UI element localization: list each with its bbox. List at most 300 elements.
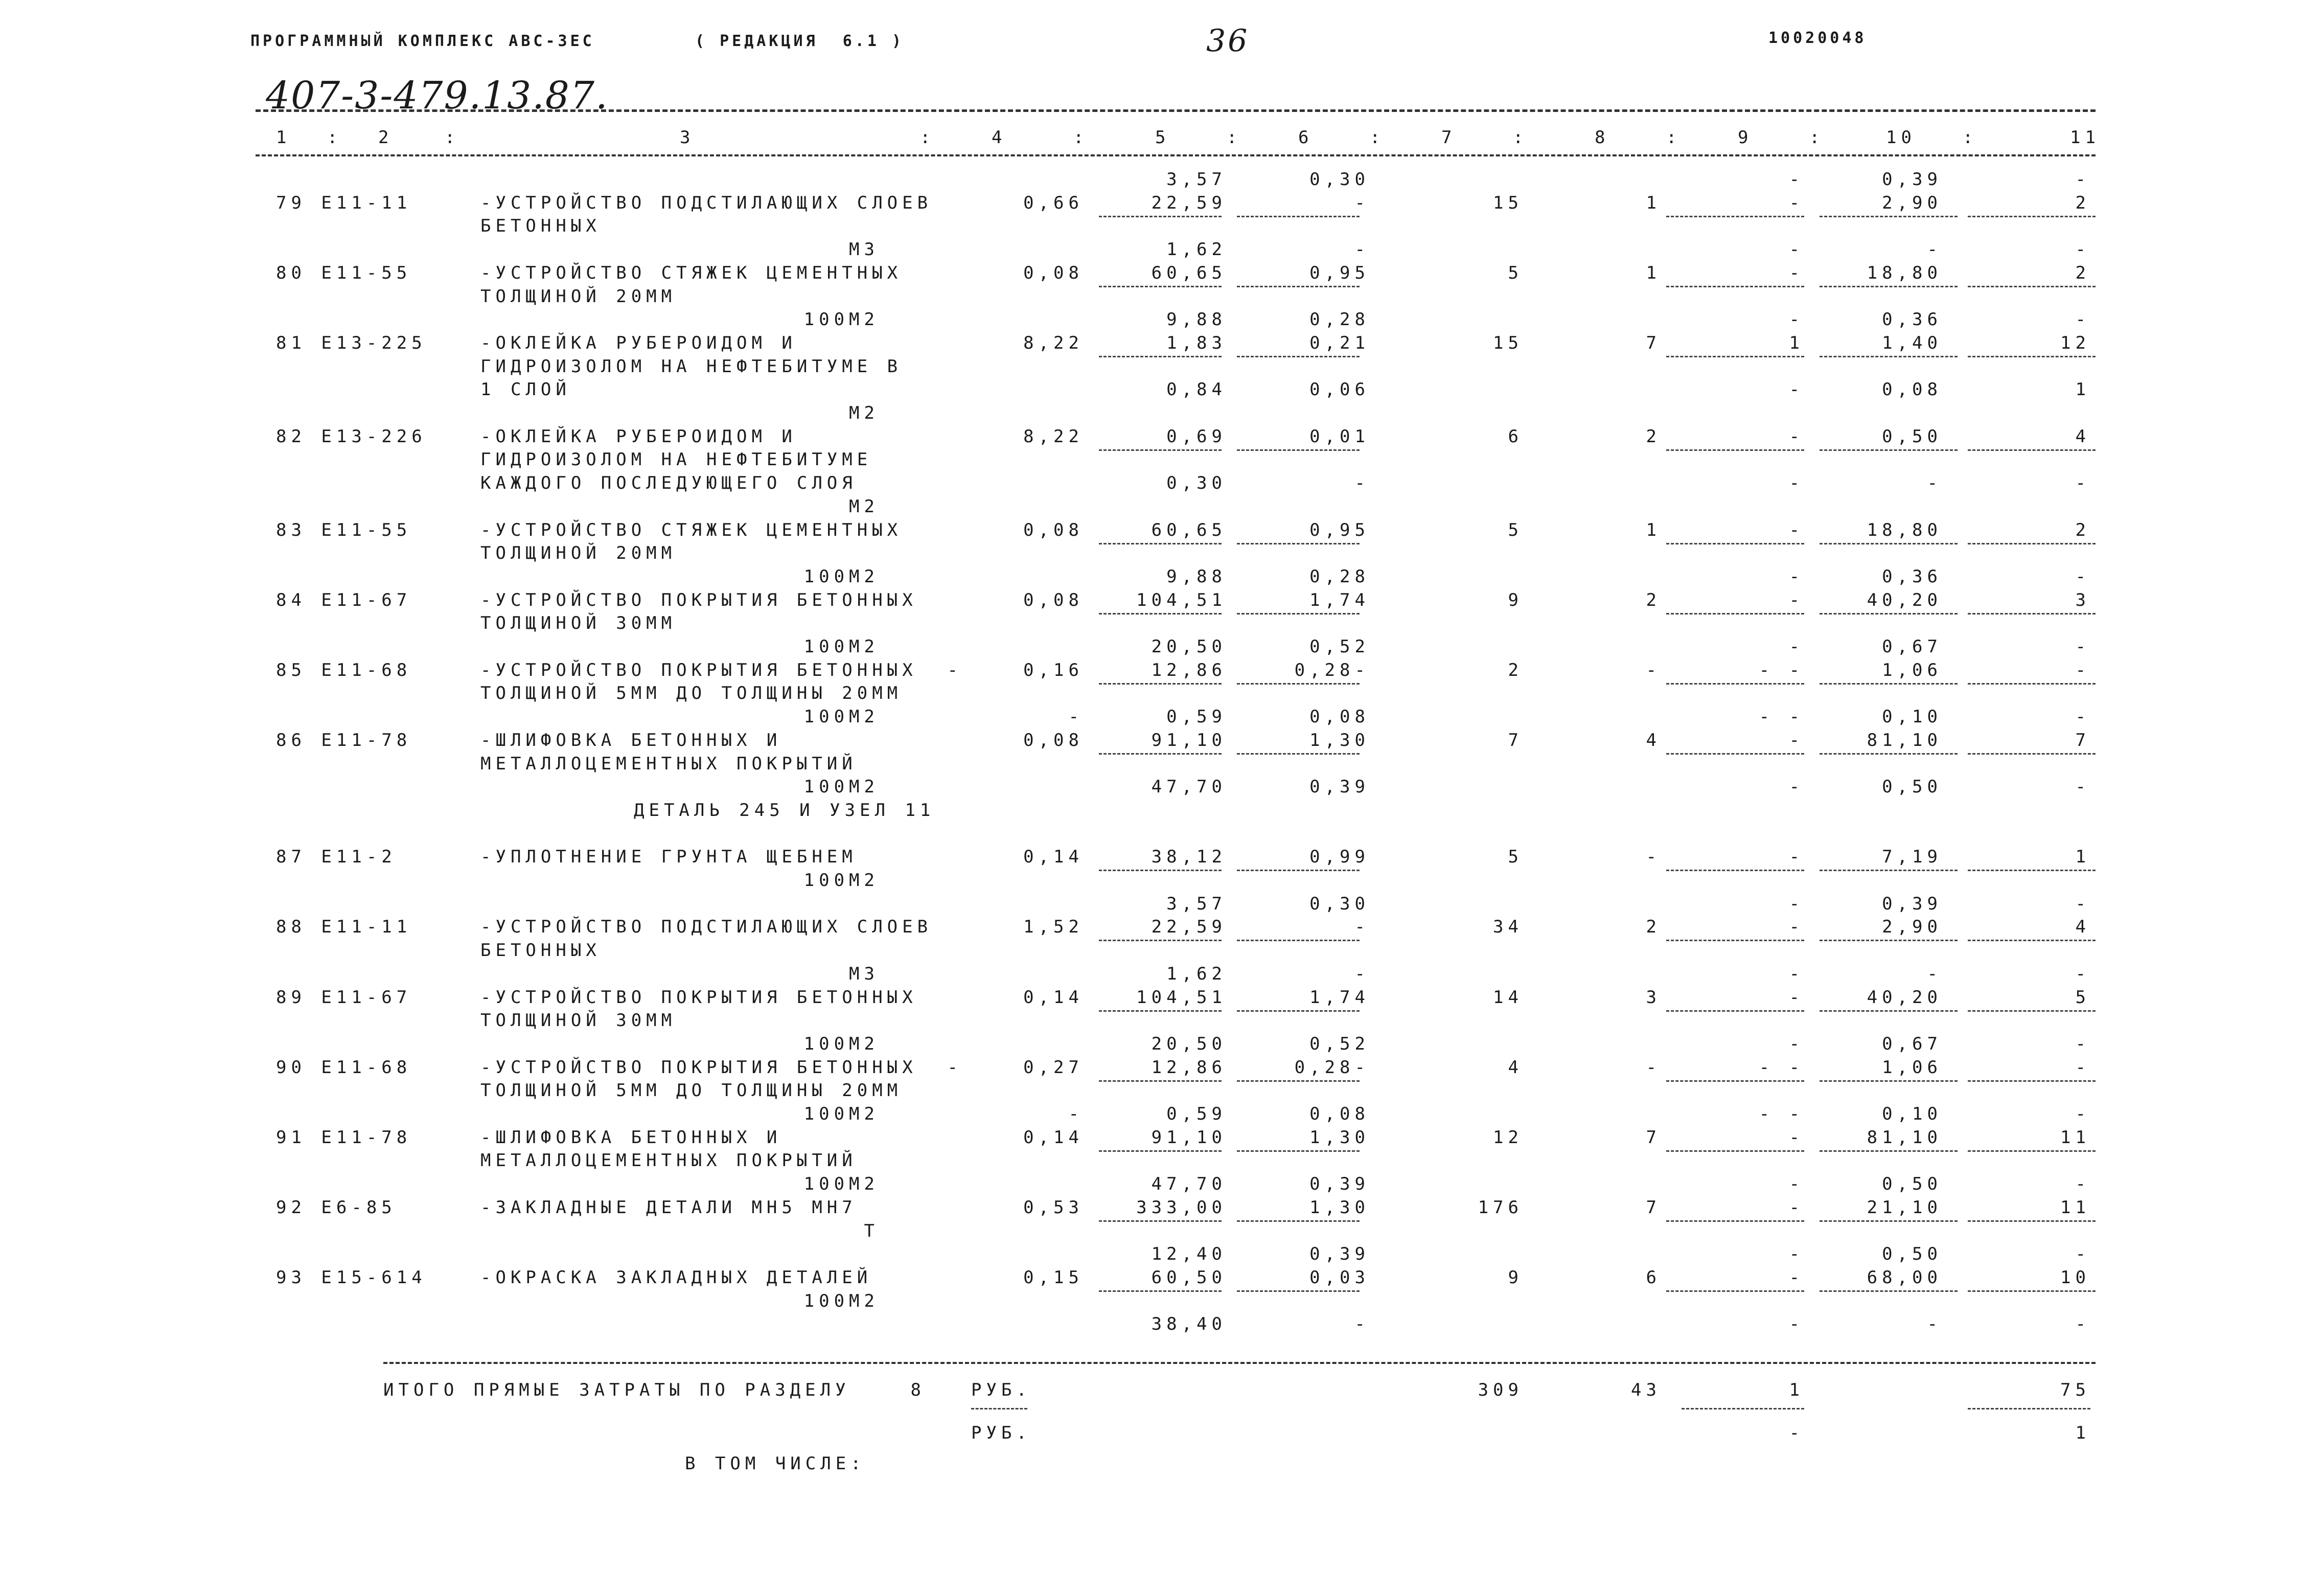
cell-c9: 1 — [1789, 333, 1804, 353]
cell-c10: 18,80 — [1867, 520, 1942, 540]
cell-c11: - — [2075, 1034, 2090, 1054]
cell-c1: 79 Е11-11 — [276, 193, 412, 213]
column-divider: : — [1227, 127, 1242, 148]
cell-c3: ТОЛЩИНОЙ 20ММ — [480, 286, 677, 307]
cell-c9: - — [1789, 1314, 1804, 1334]
document-code: 10020048 — [1768, 29, 1867, 47]
cell-c4: 0,08 — [1023, 590, 1084, 610]
cell-c6: 1,74 — [1309, 590, 1370, 610]
cell-c11: - — [2075, 1174, 2090, 1194]
cell-c1: 81 Е13-225 — [276, 333, 427, 353]
cell-separator-c10 — [1820, 1150, 1958, 1152]
cell-c3: БЕТОННЫХ — [480, 216, 601, 236]
totals-col9-line2: - — [1789, 1423, 1804, 1443]
cell-c9: - — [1789, 193, 1804, 213]
cell-separator-c11 — [1968, 1150, 2096, 1152]
cell-separator-c6 — [1237, 613, 1360, 615]
cell-c3: ГИДРОИЗОЛОМ НА НЕФТЕБИТУМЕ В — [480, 356, 903, 377]
cell-separator-c11 — [1968, 449, 2096, 451]
cell-c11: - — [2075, 566, 2090, 587]
cell-c5: 3,57 — [1166, 894, 1227, 914]
cell-c7: 15 — [1493, 193, 1523, 213]
column-divider: : — [920, 127, 935, 148]
cell-separator-c9 — [1666, 753, 1804, 755]
header-rule — [256, 154, 2096, 156]
totals-col11-line2: 1 — [2075, 1423, 2090, 1443]
cell-c1: 87 Е11-2 — [276, 847, 397, 867]
cell-c11: 12 — [2060, 333, 2090, 353]
cell-c11: - — [2075, 707, 2090, 727]
cell-c10: 1,40 — [1882, 333, 1942, 353]
cell-c3u: 100М2 — [803, 566, 879, 587]
cell-c6: 0,08 — [1309, 1104, 1370, 1124]
cell-separator-c5 — [1099, 286, 1222, 287]
cell-c7: 5 — [1508, 263, 1523, 283]
column-divider: : — [1370, 127, 1385, 148]
cell-separator-c11 — [1968, 1010, 2096, 1012]
cell-c5: 91,10 — [1151, 1127, 1227, 1148]
cell-c6: 1,74 — [1309, 987, 1370, 1008]
cell-c9: - — [1789, 894, 1804, 914]
column-divider: : — [1513, 127, 1528, 148]
cell-c9: - — [1789, 1174, 1804, 1194]
cell-c6: 0,30 — [1309, 169, 1370, 190]
cell-separator-c5 — [1099, 449, 1222, 451]
cell-separator-c6 — [1237, 1080, 1360, 1082]
cell-c3: -ШЛИФОВКА БЕТОННЫХ И — [480, 1127, 782, 1148]
cell-c3u: М3 — [849, 239, 879, 260]
cell-c9: - — [1789, 917, 1804, 937]
cell-c3: -ОКРАСКА ЗАКЛАДНЫХ ДЕТАЛЕЙ — [480, 1267, 872, 1288]
cell-separator-c10 — [1820, 286, 1958, 287]
cell-c9: - — [1789, 730, 1804, 750]
cell-c6: - — [1354, 964, 1370, 984]
page-number: 36 — [1206, 23, 1250, 59]
totals-col7: 309 — [1478, 1380, 1523, 1400]
cell-c8: 2 — [1646, 426, 1661, 447]
program-title: ПРОГРАММНЫЙ КОМПЛЕКС АВС-ЗЕС — [250, 32, 595, 50]
cell-c3u: М2 — [849, 403, 879, 423]
cell-c11: - — [2075, 1244, 2090, 1264]
cell-c11: 2 — [2075, 520, 2090, 540]
cell-separator-c6 — [1237, 216, 1360, 217]
cell-c10: 0,67 — [1882, 1034, 1942, 1054]
cell-c7: 5 — [1508, 520, 1523, 540]
cell-separator-c6 — [1237, 940, 1360, 941]
cell-c3u: 100М2 — [803, 1034, 879, 1054]
totals-col8: 43 — [1631, 1380, 1661, 1400]
cell-c9: - — [1789, 473, 1804, 493]
cell-c10: - — [1927, 473, 1942, 493]
column-divider: : — [1809, 127, 1825, 148]
cell-c9: - — [1789, 987, 1804, 1008]
cell-c9: - — [1789, 566, 1804, 587]
cell-c9: - - — [1759, 1057, 1804, 1078]
cell-c10: 1,06 — [1882, 1057, 1942, 1078]
cell-c8: 7 — [1646, 333, 1661, 353]
cell-c11: - — [2075, 239, 2090, 260]
cell-c11: - — [2075, 660, 2090, 680]
cell-c3u: 100М2 — [803, 707, 879, 727]
cell-c6: 1,30 — [1309, 1127, 1370, 1148]
cell-c9: - - — [1759, 660, 1804, 680]
cell-separator-c10 — [1820, 940, 1958, 941]
cell-c9: - — [1789, 847, 1804, 867]
cell-c3: -УСТРОЙСТВО СТЯЖЕК ЦЕМЕНТНЫХ — [480, 520, 903, 540]
cell-c3u: М2 — [849, 496, 879, 517]
cell-c10: - — [1927, 239, 1942, 260]
cell-c4: 0,08 — [1023, 520, 1084, 540]
cell-c3u: 100М2 — [803, 1104, 879, 1124]
cell-c1: 85 Е11-68 — [276, 660, 412, 680]
cell-c10: 40,20 — [1867, 987, 1942, 1008]
cell-separator-c6 — [1237, 449, 1360, 451]
cell-c3: ТОЛЩИНОЙ 30ММ — [480, 1010, 677, 1031]
cell-separator-c6 — [1237, 1220, 1360, 1222]
cell-c11: 2 — [2075, 193, 2090, 213]
cell-c3: -УСТРОЙСТВО ПОКРЫТИЯ БЕТОННЫХ - — [480, 660, 963, 680]
cell-separator-c11 — [1968, 940, 2096, 941]
cell-c3u: Т — [864, 1221, 879, 1241]
cell-separator-c9 — [1666, 216, 1804, 217]
totals-unit-2: РУБ. — [971, 1423, 1031, 1443]
cell-c1: 80 Е11-55 — [276, 263, 412, 283]
cell-c11: 10 — [2060, 1267, 2090, 1288]
column-number-9: 9 — [1738, 127, 1753, 148]
cell-c11: - — [2075, 777, 2090, 797]
cell-c6: 0,06 — [1309, 379, 1370, 400]
cell-separator-c10 — [1820, 870, 1958, 871]
cell-c6: 0,28- — [1294, 660, 1370, 680]
cell-c1: 82 Е13-226 — [276, 426, 427, 447]
cell-c7: 9 — [1508, 590, 1523, 610]
cell-c4: 0,27 — [1023, 1057, 1084, 1078]
cell-c5: 333,00 — [1136, 1197, 1227, 1218]
cell-c4: 0,16 — [1023, 660, 1084, 680]
cell-c6: - — [1354, 193, 1370, 213]
cell-c6: 0,95 — [1309, 520, 1370, 540]
cell-c4: 0,14 — [1023, 1127, 1084, 1148]
totals-label: ИТОГО ПРЯМЫЕ ЗАТРАТЫ ПО РАЗДЕЛУ 8 — [383, 1380, 926, 1400]
cell-c8: 1 — [1646, 520, 1661, 540]
cell-c7: 7 — [1508, 730, 1523, 750]
cell-c10: 0,36 — [1882, 309, 1942, 330]
cell-c3: -УСТРОЙСТВО ПОКРЫТИЯ БЕТОННЫХ — [480, 590, 917, 610]
cell-c5: 104,51 — [1136, 590, 1227, 610]
cell-separator-c9 — [1666, 1290, 1804, 1292]
cell-c8: 2 — [1646, 590, 1661, 610]
cell-c11: 1 — [2075, 847, 2090, 867]
cell-c9: - — [1789, 1244, 1804, 1264]
column-number-7: 7 — [1441, 127, 1457, 148]
cell-c9: - — [1789, 520, 1804, 540]
cell-c11: - — [2075, 473, 2090, 493]
cell-c3: 1 СЛОЙ — [480, 379, 571, 400]
cell-c5: 0,84 — [1166, 379, 1227, 400]
cell-separator-c10 — [1820, 543, 1958, 544]
cell-separator-c6 — [1237, 870, 1360, 871]
cell-c5: 0,59 — [1166, 1104, 1227, 1124]
cell-separator-c10 — [1820, 1010, 1958, 1012]
cell-separator-c11 — [1968, 543, 2096, 544]
cell-c11: 11 — [2060, 1127, 2090, 1148]
cell-separator-c6 — [1237, 356, 1360, 357]
cell-c5: 22,59 — [1151, 193, 1227, 213]
cell-separator-c5 — [1099, 1080, 1222, 1082]
cell-c10: 2,90 — [1882, 193, 1942, 213]
cell-c6: - — [1354, 917, 1370, 937]
cell-c1: 88 Е11-11 — [276, 917, 412, 937]
cell-separator-c5 — [1099, 940, 1222, 941]
cell-separator-c11 — [1968, 870, 2096, 871]
cell-separator-c6 — [1237, 683, 1360, 685]
cell-separator-c6 — [1237, 1150, 1360, 1152]
cell-c11: 3 — [2075, 590, 2090, 610]
column-divider: : — [445, 127, 460, 148]
cell-c7: 9 — [1508, 1267, 1523, 1288]
cell-separator-c11 — [1968, 286, 2096, 287]
cell-separator-c5 — [1099, 1220, 1222, 1222]
cell-separator-c10 — [1820, 1080, 1958, 1082]
cell-separator-c5 — [1099, 216, 1222, 217]
cell-c11: 2 — [2075, 263, 2090, 283]
edition-label: ( РЕДАКЦИЯ 6.1 ) — [695, 32, 905, 50]
cell-c3u: 100М2 — [803, 777, 879, 797]
cell-c6: 0,01 — [1309, 426, 1370, 447]
cell-c5: 3,57 — [1166, 169, 1227, 190]
cell-c11: - — [2075, 894, 2090, 914]
cell-c3: -УСТРОЙСТВО ПОКРЫТИЯ БЕТОННЫХ — [480, 987, 917, 1008]
cell-separator-c9 — [1666, 1080, 1804, 1082]
cell-c7: 5 — [1508, 847, 1523, 867]
cell-c1: 92 Е6-85 — [276, 1197, 397, 1218]
cell-separator-c6 — [1237, 753, 1360, 755]
cell-separator-c10 — [1820, 1220, 1958, 1222]
cell-c5: 20,50 — [1151, 636, 1227, 657]
cell-c4: 0,14 — [1023, 987, 1084, 1008]
column-number-3: 3 — [680, 127, 695, 148]
cell-separator-c5 — [1099, 1150, 1222, 1152]
cell-c4: - — [1068, 1104, 1084, 1124]
cell-c6: 1,30 — [1309, 1197, 1370, 1218]
cell-c5: 0,69 — [1166, 426, 1227, 447]
cell-c6: 0,28 — [1309, 309, 1370, 330]
cell-c6: - — [1354, 239, 1370, 260]
cell-c5: 47,70 — [1151, 1174, 1227, 1194]
cell-c10: 0,39 — [1882, 169, 1942, 190]
cell-c9: - — [1789, 169, 1804, 190]
cell-separator-c11 — [1968, 1290, 2096, 1292]
cell-separator-c5 — [1099, 683, 1222, 685]
cell-separator-c9 — [1666, 613, 1804, 615]
cell-c5: 104,51 — [1136, 987, 1227, 1008]
cell-separator-c11 — [1968, 613, 2096, 615]
cell-separator-c10 — [1820, 356, 1958, 357]
cell-c10: 0,36 — [1882, 566, 1942, 587]
cell-c7: 12 — [1493, 1127, 1523, 1148]
totals-sep-col9 — [1682, 1408, 1804, 1409]
cell-c11: 4 — [2075, 426, 2090, 447]
cell-separator-c9 — [1666, 543, 1804, 544]
cell-c3: КАЖДОГО ПОСЛЕДУЮЩЕГО СЛОЯ — [480, 473, 857, 493]
cell-c6: 0,28 — [1309, 566, 1370, 587]
cell-c10: 40,20 — [1867, 590, 1942, 610]
cell-c10: 21,10 — [1867, 1197, 1942, 1218]
cell-c5: 9,88 — [1166, 309, 1227, 330]
cell-c7: 2 — [1508, 660, 1523, 680]
cell-c4: 0,53 — [1023, 1197, 1084, 1218]
cell-c3: ГИДРОИЗОЛОМ НА НЕФТЕБИТУМЕ — [480, 449, 872, 470]
cell-separator-c10 — [1820, 683, 1958, 685]
cell-c10: 0,67 — [1882, 636, 1942, 657]
cell-c1: 89 Е11-67 — [276, 987, 412, 1008]
cell-separator-c5 — [1099, 753, 1222, 755]
cell-c7: 15 — [1493, 333, 1523, 353]
totals-sep-unit — [971, 1408, 1027, 1409]
cell-c3: МЕТАЛЛОЦЕМЕНТНЫХ ПОКРЫТИЙ — [480, 754, 857, 774]
cell-c3u: 100М2 — [803, 636, 879, 657]
cell-separator-c11 — [1968, 683, 2096, 685]
cell-c9: - — [1789, 1034, 1804, 1054]
cell-separator-c9 — [1666, 940, 1804, 941]
cell-c10: 81,10 — [1867, 1127, 1942, 1148]
cell-c3: МЕТАЛЛОЦЕМЕНТНЫХ ПОКРЫТИЙ — [480, 1150, 857, 1171]
cell-c6: 0,08 — [1309, 707, 1370, 727]
cell-c6: 0,30 — [1309, 894, 1370, 914]
cell-separator-c9 — [1666, 356, 1804, 357]
totals-unit: РУБ. — [971, 1380, 1031, 1400]
cell-c5: 1,83 — [1166, 333, 1227, 353]
cell-c10: 18,80 — [1867, 263, 1942, 283]
cell-c5: 22,59 — [1151, 917, 1227, 937]
cell-c7: 14 — [1493, 987, 1523, 1008]
cell-c4: 0,08 — [1023, 730, 1084, 750]
cell-separator-c9 — [1666, 286, 1804, 287]
cell-c3: -ШЛИФОВКА БЕТОННЫХ И — [480, 730, 782, 750]
cell-c3: -ОКЛЕЙКА РУБЕРОИДОМ И — [480, 333, 797, 353]
cell-c8: 7 — [1646, 1197, 1661, 1218]
cell-separator-c5 — [1099, 870, 1222, 871]
cell-c10: - — [1927, 1314, 1942, 1334]
cell-c8: 1 — [1646, 193, 1661, 213]
cell-separator-c11 — [1968, 216, 2096, 217]
cell-separator-c6 — [1237, 1010, 1360, 1012]
cell-separator-c11 — [1968, 356, 2096, 357]
cell-c3: -УСТРОЙСТВО ПОДСТИЛАЮЩИХ СЛОЕВ — [480, 193, 933, 213]
cell-c4: 8,22 — [1023, 426, 1084, 447]
cell-c8: 2 — [1646, 917, 1661, 937]
cell-c9: - — [1789, 636, 1804, 657]
cell-c8: 4 — [1646, 730, 1661, 750]
column-number-1: 1 — [276, 127, 291, 148]
cell-c10: 0,08 — [1882, 379, 1942, 400]
totals-rule — [383, 1362, 2096, 1364]
cell-c5: 0,59 — [1166, 707, 1227, 727]
cell-separator-c10 — [1820, 449, 1958, 451]
cell-separator-c5 — [1099, 1010, 1222, 1012]
cell-c7: 176 — [1478, 1197, 1523, 1218]
totals-sep-col11 — [1968, 1408, 2090, 1409]
cell-c1: 93 Е15-614 — [276, 1267, 427, 1288]
cell-c3: -ЗАКЛАДНЫЕ ДЕТАЛИ МН5 МН7 — [480, 1197, 857, 1218]
cell-c4: 0,66 — [1023, 193, 1084, 213]
cell-c9: - — [1789, 309, 1804, 330]
cell-c3u: М3 — [849, 964, 879, 984]
cell-c3: ТОЛЩИНОЙ 20ММ — [480, 543, 677, 563]
cell-separator-c5 — [1099, 543, 1222, 544]
cell-c6: - — [1354, 473, 1370, 493]
cell-c3u: 100М2 — [803, 1174, 879, 1194]
cell-c5: 47,70 — [1151, 777, 1227, 797]
cell-c10: 0,50 — [1882, 1244, 1942, 1264]
totals-col9: 1 — [1789, 1380, 1804, 1400]
cell-c8: 1 — [1646, 263, 1661, 283]
column-number-8: 8 — [1595, 127, 1610, 148]
column-number-6: 6 — [1298, 127, 1314, 148]
cell-c11: 11 — [2060, 1197, 2090, 1218]
cell-c6: 0,52 — [1309, 636, 1370, 657]
cell-c6: 0,39 — [1309, 1174, 1370, 1194]
cell-c4: 8,22 — [1023, 333, 1084, 353]
cell-c11: - — [2075, 964, 2090, 984]
cell-c6: 0,95 — [1309, 263, 1370, 283]
cell-c10: 0,50 — [1882, 426, 1942, 447]
cell-c6: 0,03 — [1309, 1267, 1370, 1288]
cell-separator-c11 — [1968, 1220, 2096, 1222]
cell-c9: - - — [1759, 707, 1804, 727]
cell-c5: 12,40 — [1151, 1244, 1227, 1264]
cell-c9: - — [1789, 590, 1804, 610]
column-number-10: 10 — [1886, 127, 1916, 148]
column-number-4: 4 — [992, 127, 1007, 148]
cell-c8: 3 — [1646, 987, 1661, 1008]
cell-c11: - — [2075, 636, 2090, 657]
cell-c6: 0,21 — [1309, 333, 1370, 353]
cell-separator-c5 — [1099, 613, 1222, 615]
cell-separator-c9 — [1666, 1010, 1804, 1012]
cell-c9: - — [1789, 426, 1804, 447]
cell-separator-c11 — [1968, 753, 2096, 755]
cell-c7: 34 — [1493, 917, 1523, 937]
cell-c5: 60,50 — [1151, 1267, 1227, 1288]
cell-separator-c9 — [1666, 1150, 1804, 1152]
cell-separator-c10 — [1820, 1290, 1958, 1292]
cell-c9: - — [1789, 239, 1804, 260]
cell-c11: 5 — [2075, 987, 2090, 1008]
cell-c5: 0,30 — [1166, 473, 1227, 493]
totals-col11: 75 — [2060, 1380, 2090, 1400]
cell-c11: - — [2075, 1104, 2090, 1124]
cell-c5: 20,50 — [1151, 1034, 1227, 1054]
cell-c9: - — [1789, 777, 1804, 797]
cell-c10: 81,10 — [1867, 730, 1942, 750]
column-divider: : — [1073, 127, 1089, 148]
cell-c1: 86 Е11-78 — [276, 730, 412, 750]
cell-c8: 7 — [1646, 1127, 1661, 1148]
cell-separator-c9 — [1666, 870, 1804, 871]
cell-c5: 9,88 — [1166, 566, 1227, 587]
cell-c5: 12,86 — [1151, 1057, 1227, 1078]
cell-c9: - - — [1759, 1104, 1804, 1124]
cell-c8: - — [1646, 1057, 1661, 1078]
cell-c5: 1,62 — [1166, 239, 1227, 260]
cell-c6: 0,28- — [1294, 1057, 1370, 1078]
cell-separator-c6 — [1237, 286, 1360, 287]
cell-c10: 2,90 — [1882, 917, 1942, 937]
cell-separator-c9 — [1666, 449, 1804, 451]
cell-c10: 1,06 — [1882, 660, 1942, 680]
cell-separator-c10 — [1820, 753, 1958, 755]
